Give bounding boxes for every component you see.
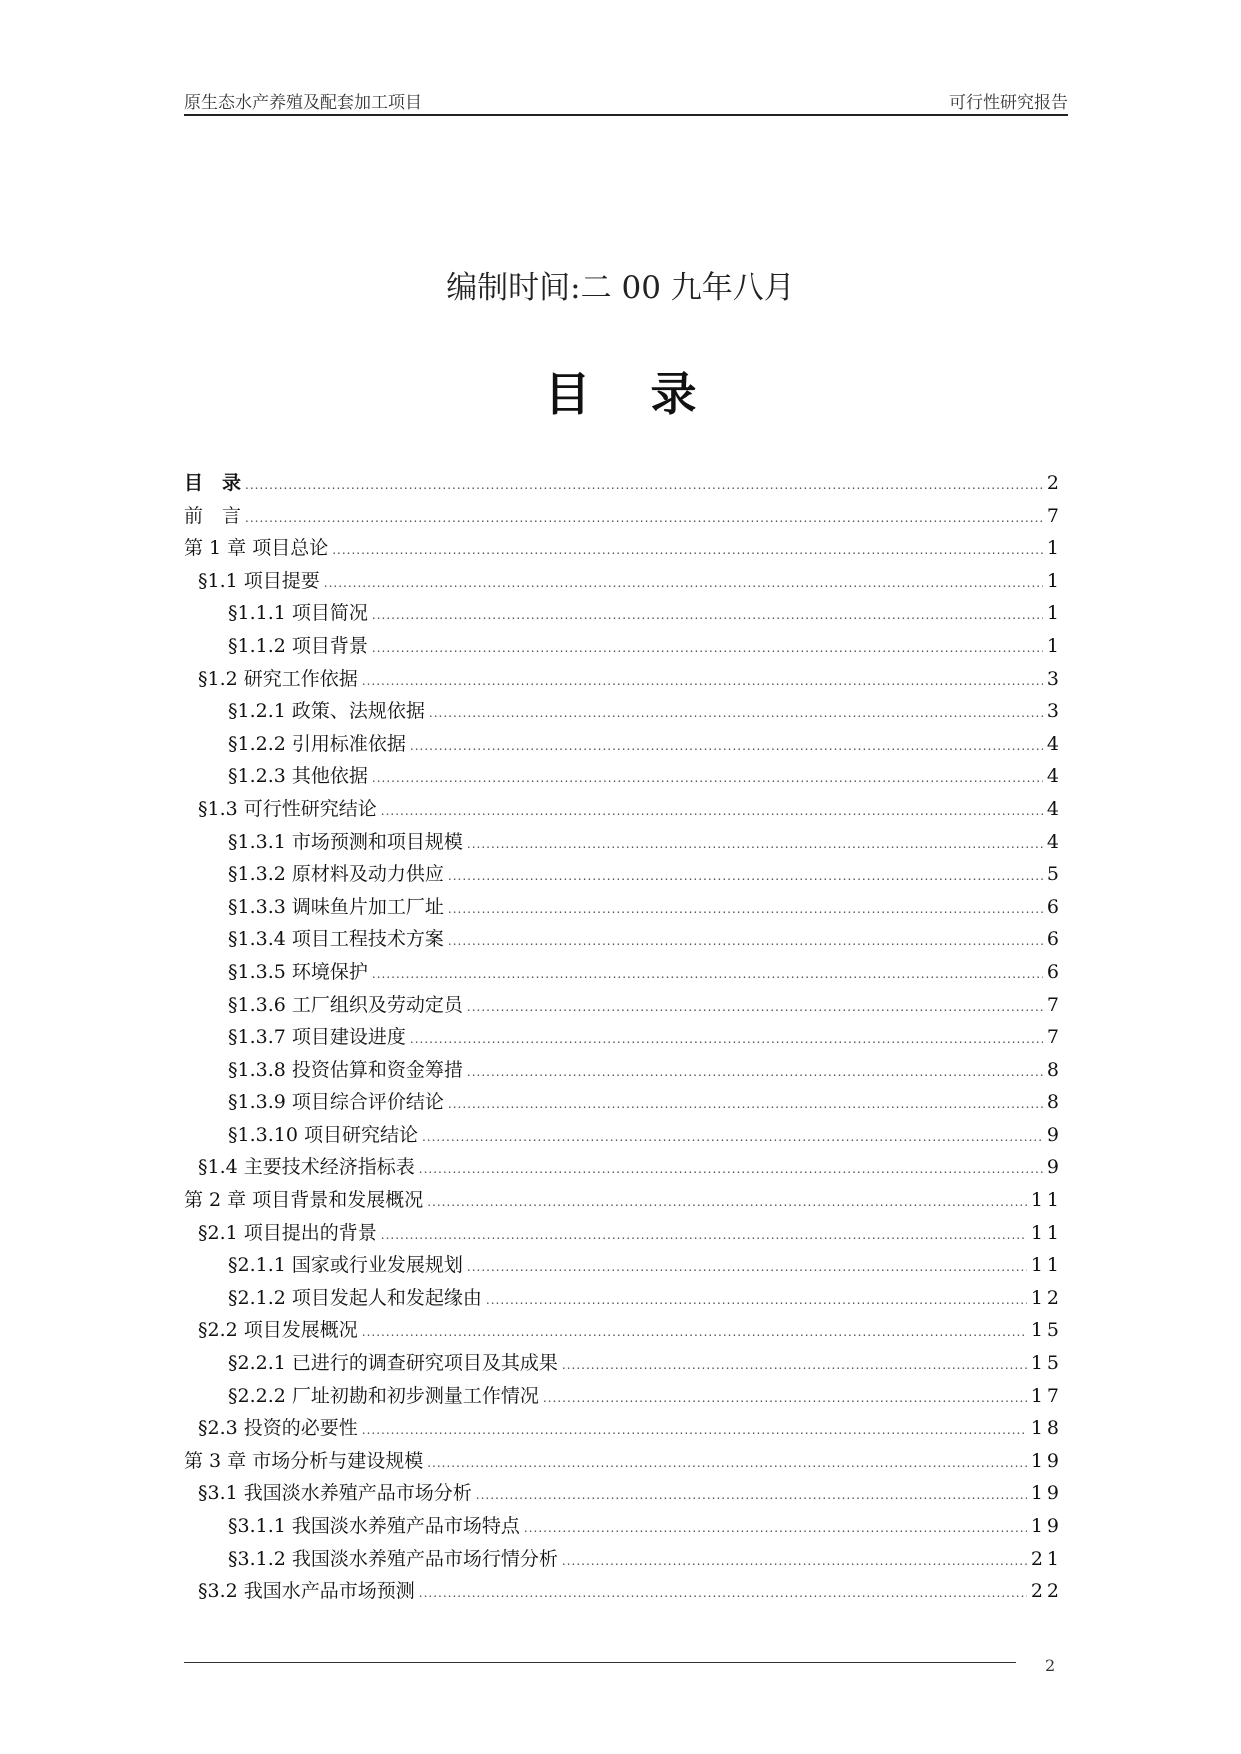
- toc-leader-dots: [429, 700, 1043, 722]
- toc-entry-label: §1.3.6 工厂组织及劳动定员: [228, 993, 463, 1016]
- toc-entry-label: §1.2.2 引用标准依据: [228, 732, 406, 755]
- toc-leader-dots: [410, 733, 1043, 755]
- toc-entry-label: §3.1 我国淡水养殖产品市场分析: [198, 1482, 472, 1505]
- toc-entry-page: 4: [1046, 830, 1063, 853]
- toc-entry-page: 17: [1030, 1384, 1063, 1407]
- toc-entry[interactable]: [184, 1315, 1063, 1348]
- toc-entry-page: 21: [1030, 1547, 1063, 1570]
- toc-entry-page: 15: [1030, 1319, 1063, 1342]
- toc-entry-label: §1.3.9 项目综合评价结论: [228, 1091, 444, 1114]
- footer-rule: [184, 1662, 1016, 1663]
- toc-entry-label: §1.3.3 调味鱼片加工厂址: [228, 895, 444, 918]
- toc-entry[interactable]: [184, 501, 1063, 534]
- toc-leader-dots: [362, 1319, 1027, 1341]
- toc-entry-label: §1.3.10 项目研究结论: [228, 1123, 418, 1146]
- toc-leader-dots: [381, 1222, 1027, 1244]
- toc-entry-label: §1.1.1 项目简况: [228, 602, 368, 625]
- toc-entry-page: 9: [1046, 1123, 1063, 1146]
- toc-entry-label: §2.1.2 项目发起人和发起缘由: [228, 1286, 482, 1309]
- toc-entry-label: §1.3.8 投资估算和资金筹措: [228, 1058, 463, 1081]
- toc-leader-dots: [362, 668, 1043, 690]
- toc-leader-dots: [324, 570, 1043, 592]
- toc-entry[interactable]: [184, 1120, 1063, 1153]
- toc-entry-page: 8: [1046, 1091, 1063, 1114]
- toc-entry-label: 第 3 章 市场分析与建设规模: [184, 1449, 424, 1472]
- toc-entry-label: §1.1 项目提要: [198, 569, 320, 592]
- toc-entry-label: §2.2 项目发展概况: [198, 1319, 358, 1342]
- toc-entry-label: §1.1.2 项目背景: [228, 634, 368, 657]
- toc-entry-label: §1.2.3 其他依据: [228, 765, 368, 788]
- toc-entry[interactable]: [184, 1511, 1063, 1544]
- toc-leader-dots: [332, 537, 1043, 559]
- toc-entry[interactable]: [184, 924, 1063, 957]
- toc-leader-dots: [476, 1482, 1027, 1504]
- toc-entry[interactable]: [184, 533, 1063, 566]
- toc-entry-page: 15: [1030, 1352, 1063, 1375]
- toc-entry-label: §1.4 主要技术经济指标表: [198, 1156, 415, 1179]
- toc-leader-dots: [467, 1059, 1043, 1081]
- toc-entry-page: 12: [1030, 1286, 1063, 1309]
- toc-entry-label: §1.3.5 环境保护: [228, 960, 368, 983]
- toc-entry[interactable]: [184, 892, 1063, 925]
- toc-leader-dots: [422, 1124, 1043, 1146]
- toc-leader-dots: [372, 765, 1043, 787]
- toc-entry-label: §2.1.1 国家或行业发展规划: [228, 1254, 463, 1277]
- toc-entry[interactable]: [184, 1250, 1063, 1283]
- toc-entry-label: §2.3 投资的必要性: [198, 1417, 358, 1440]
- toc-leader-dots: [419, 1580, 1027, 1602]
- toc-leader-dots: [562, 1548, 1027, 1570]
- toc-leader-dots: [427, 1189, 1027, 1211]
- toc-entry-page: 8: [1046, 1058, 1063, 1081]
- toc-entry-label: §3.1.2 我国淡水养殖产品市场行情分析: [228, 1547, 558, 1570]
- toc-entry-page: 3: [1046, 667, 1063, 690]
- toc-entry-page: 19: [1030, 1515, 1063, 1537]
- toc-entry[interactable]: [184, 1446, 1063, 1479]
- toc-entry[interactable]: [184, 729, 1063, 762]
- toc-entry-page: 2: [1046, 472, 1063, 494]
- toc-entry-page: 6: [1046, 960, 1063, 983]
- toc-leader-dots: [372, 635, 1043, 657]
- toc-entry-page: 18: [1030, 1417, 1063, 1440]
- toc-leader-dots: [245, 505, 1043, 527]
- toc-leader-dots: [562, 1352, 1027, 1374]
- toc-entry[interactable]: [184, 1087, 1063, 1120]
- toc-entry[interactable]: [184, 566, 1063, 599]
- toc-leader-dots: [372, 602, 1043, 624]
- compilation-date: 编制时间:二 00 九年八月: [446, 270, 795, 306]
- toc-entry[interactable]: [184, 1152, 1063, 1185]
- toc-entry[interactable]: [184, 794, 1063, 827]
- toc-entry-page: 4: [1046, 732, 1063, 755]
- toc-entry[interactable]: [184, 827, 1063, 860]
- toc-entry[interactable]: [184, 468, 1063, 501]
- toc-entry-page: 22: [1030, 1580, 1063, 1603]
- toc-entry-page: 4: [1046, 797, 1063, 820]
- toc-leader-dots: [486, 1287, 1027, 1309]
- toc-entry-page: 7: [1046, 1026, 1063, 1049]
- toc-leader-dots: [448, 928, 1043, 950]
- toc-entry[interactable]: [184, 1576, 1063, 1609]
- toc-entry-page: 1: [1046, 537, 1063, 560]
- toc-entry-label: 前 言: [184, 504, 242, 527]
- toc-entry-label: §1.2.1 政策、法规依据: [228, 700, 425, 723]
- toc-entry-label: §2.2.2 厂址初勘和初步测量工作情况: [228, 1384, 539, 1407]
- toc-leader-dots: [467, 831, 1043, 853]
- toc-entry[interactable]: [184, 1478, 1063, 1511]
- toc-entry-page: 5: [1046, 863, 1063, 886]
- toc-leader-dots: [427, 1450, 1027, 1472]
- toc-entry[interactable]: [184, 1544, 1063, 1577]
- toc-entry[interactable]: [184, 1218, 1063, 1251]
- toc-leader-dots: [372, 961, 1043, 983]
- toc-leader-dots: [448, 896, 1043, 918]
- toc-entry-page: 6: [1046, 928, 1063, 951]
- toc-entry-label: §1.2 研究工作依据: [198, 667, 358, 690]
- toc-entry-page: 9: [1046, 1156, 1063, 1179]
- toc-entry-page: 11: [1030, 1221, 1063, 1244]
- header-project-title: 原生态水产养殖及配套加工项目: [184, 93, 422, 113]
- toc-leader-dots: [467, 994, 1043, 1016]
- toc-entry-label: 第 1 章 项目总论: [184, 537, 329, 560]
- toc-leader-dots: [448, 863, 1043, 885]
- toc-leader-dots: [419, 1156, 1043, 1178]
- page-header: [184, 86, 1068, 116]
- toc-entry-label: 目 录: [184, 472, 242, 494]
- toc-entry-page: 4: [1046, 765, 1063, 788]
- toc-entry[interactable]: [184, 859, 1063, 892]
- toc-leader-dots: [362, 1417, 1027, 1439]
- toc-entry-label: §3.1.1 我国淡水养殖产品市场特点: [228, 1515, 520, 1537]
- toc-entry-label: §1.3.4 项目工程技术方案: [228, 928, 444, 951]
- toc-leader-dots: [245, 472, 1043, 494]
- toc-entry-label: §1.3.2 原材料及动力供应: [228, 863, 444, 886]
- toc-leader-dots: [448, 1091, 1043, 1113]
- table-of-contents: [184, 468, 1063, 1609]
- toc-entry[interactable]: [184, 1185, 1063, 1218]
- toc-heading: 目录: [544, 367, 757, 421]
- toc-entry-label: §1.3.1 市场预测和项目规模: [228, 830, 463, 853]
- toc-entry-page: 3: [1046, 700, 1063, 723]
- toc-entry-page: 1: [1046, 602, 1063, 625]
- toc-entry-label: §2.2.1 已进行的调查研究项目及其成果: [228, 1352, 558, 1375]
- toc-entry-page: 7: [1046, 504, 1063, 527]
- toc-entry-page: 7: [1046, 993, 1063, 1016]
- toc-entry[interactable]: [184, 990, 1063, 1023]
- toc-entry[interactable]: [184, 664, 1063, 697]
- toc-entry[interactable]: [184, 1055, 1063, 1088]
- toc-leader-dots: [381, 798, 1043, 820]
- toc-entry[interactable]: [184, 1348, 1063, 1381]
- toc-entry-page: 11: [1030, 1254, 1063, 1277]
- toc-entry[interactable]: [184, 696, 1063, 729]
- toc-entry-label: §1.3.7 项目建设进度: [228, 1026, 406, 1049]
- toc-entry[interactable]: [184, 1413, 1063, 1446]
- header-report-type: 可行性研究报告: [949, 93, 1068, 113]
- toc-entry-page: 19: [1030, 1449, 1063, 1472]
- toc-entry-page: 19: [1030, 1482, 1063, 1505]
- toc-entry[interactable]: [184, 957, 1063, 990]
- toc-entry-page: 11: [1030, 1189, 1063, 1212]
- toc-entry[interactable]: [184, 631, 1063, 664]
- toc-entry-label: §2.1 项目提出的背景: [198, 1221, 377, 1244]
- toc-leader-dots: [543, 1385, 1027, 1407]
- toc-entry[interactable]: [184, 598, 1063, 631]
- toc-entry-label: §1.3 可行性研究结论: [198, 797, 377, 820]
- toc-entry[interactable]: [184, 1381, 1063, 1414]
- page-number: 2: [1045, 1656, 1056, 1675]
- toc-entry[interactable]: [184, 1283, 1063, 1316]
- toc-entry[interactable]: [184, 761, 1063, 794]
- toc-entry-page: 1: [1046, 569, 1063, 592]
- toc-entry-label: §3.2 我国水产品市场预测: [198, 1580, 415, 1603]
- toc-entry-page: 6: [1046, 895, 1063, 918]
- toc-entry-page: 1: [1046, 634, 1063, 657]
- toc-entry-label: 第 2 章 项目背景和发展概况: [184, 1189, 424, 1212]
- toc-leader-dots: [467, 1254, 1027, 1276]
- toc-entry[interactable]: [184, 1022, 1063, 1055]
- toc-leader-dots: [524, 1515, 1027, 1537]
- toc-leader-dots: [410, 1026, 1043, 1048]
